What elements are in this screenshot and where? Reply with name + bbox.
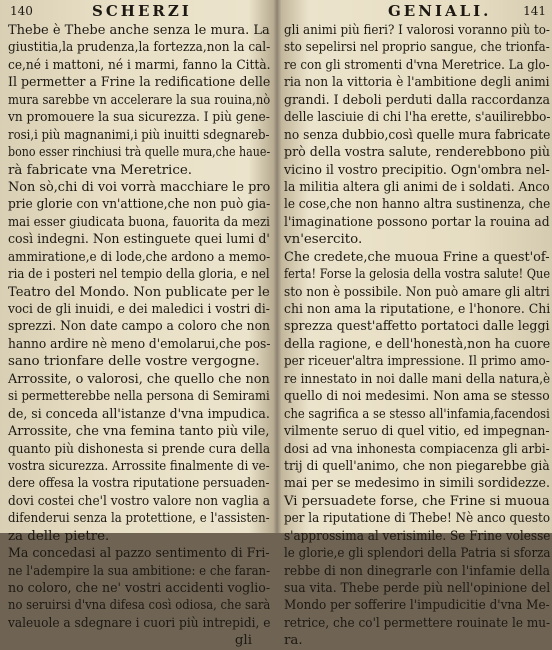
text-line: sprezzi. Non date campo a coloro che non <box>8 319 270 335</box>
text-line: prie glorie con vn'attione,che non può gia- <box>8 197 271 213</box>
text-line: Vi persuadete forse, che Frine si muoua <box>284 493 550 509</box>
text-line: la militia altera gli animi de i soldati. Anco <box>284 179 550 195</box>
text-line: chi non ama la riputatione, e l'honore. Chi <box>284 302 551 317</box>
text-line: vn'esercito. <box>284 232 363 248</box>
text-line: Arrossite, o valorosi, che quello che non <box>8 371 270 387</box>
text-line: rà fabricate vna Meretrice. <box>8 162 193 178</box>
text-line: ra. <box>284 633 303 649</box>
text-line: vicino il vostro precipitio. Ogn'ombra nel- <box>284 162 550 178</box>
text-line: ne l'adempire la sua ambitione: e che faran- <box>8 563 271 579</box>
text-line: sua vita. Thebe perde più nell'opinione del <box>284 581 551 596</box>
text-line: ria non la vittoria è l'ambitione degli animi <box>284 75 550 91</box>
text-line: vilmente seruo di quel vitio, ed impegnan- <box>284 424 550 440</box>
text-line: dere offesa la vostra riputatione persuaden- <box>8 476 270 492</box>
text-line: per la riputatione di Thebe! Nè anco questo <box>284 511 551 527</box>
text-line: prò della vostra salute, renderebbono più <box>284 145 551 161</box>
text-line: de, si conceda all'istanze d'vna impudica. <box>8 406 270 422</box>
text-line: s'approssima al verisimile. Se Frine volesse <box>284 528 551 544</box>
text-line: quello di noi medesimi. Non ama se stesso <box>284 389 550 405</box>
text-line: per riceuer'altra impressione. Il primo amo- <box>284 354 550 370</box>
text-line: Non sò,chi di voi vorrà macchiare le pro <box>8 179 271 195</box>
text-line: trij di quell'animo, che non piegarebbe già <box>284 458 550 474</box>
text-line: Che credete,che muoua Frine a quest'of- <box>284 249 550 265</box>
text-line: vn promouere la sua sicurezza. I più gene- <box>8 110 270 126</box>
text-line: gli animi più fieri? I valorosi voranno più to- <box>284 23 550 38</box>
text-line: dosi ad vna inhonesta compiacenza gli arbi- <box>284 441 550 457</box>
right-page-text <box>284 22 550 650</box>
text-line: sano trionfare delle vostre vergogne. <box>8 354 260 370</box>
text-line: valeuole a sdegnare i cuori più intrepidi, e <box>8 615 271 631</box>
text-line: così indegni. Non estinguete quei lumi d' <box>8 232 270 248</box>
left-running-title: SCHERZI <box>92 2 192 20</box>
text-line: retrice, che co'l permettere rouinate le mu- <box>284 615 551 631</box>
text-line: rebbe di non dinegrarle con l'infamie della <box>284 563 550 579</box>
text-line: Arrossite, che vna femina tanto più vile, <box>8 424 270 440</box>
text-line: no seruirsi d'vna difesa così odiosa, che sarà <box>8 598 271 614</box>
text-line: gli <box>234 633 252 649</box>
text-line: re con gli stromenti d'vna Meretrice. La glo- <box>284 57 550 73</box>
text-line: mai per se medesimo in simili sordidezze. <box>284 476 550 492</box>
text-line: Mondo per sofferire l'impudicitie d'vna Me- <box>284 598 550 614</box>
text-line: delle lasciuie di chi l'ha erette, s'auilirebbo- <box>284 110 551 126</box>
text-line: sto sepelirsi nel proprio sangue, che trionfa- <box>284 40 550 56</box>
text-line: Ma concedasi al pazzo sentimento di Fri- <box>8 546 270 562</box>
text-line: ammiratione,e di lode,che ardono a memo- <box>8 249 271 265</box>
text-line: Teatro del Mondo. Non publicate per le <box>8 284 270 300</box>
text-line: vostra sicurezza. Arrossite finalmente di ve- <box>8 458 270 474</box>
left-page-text <box>8 22 270 650</box>
text-line: le glorie,e gli splendori della Patria si sforza <box>284 546 551 562</box>
text-line: ria de i posteri nel tempio della gloria, e nel <box>8 267 270 283</box>
text-line: Thebe è Thebe anche senza le mura. La <box>8 23 270 38</box>
right-page-number: 141 <box>523 4 546 18</box>
text-line: ferta! Forse la gelosia della vostra salute! Que <box>284 267 551 283</box>
text-line: le cose,che non hanno altra sustinenza, che <box>284 197 551 213</box>
text-line: quanto più dishonesta si prende cura della <box>8 441 271 457</box>
text-line: difenderui senza la protettione, e l'assisten- <box>8 511 270 527</box>
text-line: l'imaginatione possono portar la rouina ad <box>284 214 550 230</box>
text-line: grandi. I deboli perduti dalla raccordanza <box>284 92 551 108</box>
text-line: che sagrifica a se stesso all'infamia,facendosi <box>284 406 550 422</box>
text-line: hanno ardire nè meno d'emolarui,che pos- <box>8 336 271 352</box>
text-line: Il permetter a Frine la redificatione delle <box>8 75 271 91</box>
text-line: sprezza quest'affetto portatoci dalle leggi <box>284 319 550 335</box>
left-page-number: 140 <box>10 4 33 18</box>
text-line: voci de gli inuidi, e dei maledici i vostri di- <box>8 302 270 317</box>
left-page <box>0 0 274 649</box>
text-line: della ragione, e dell'honestà,non ha cuore <box>284 336 551 352</box>
text-line: ce,né i mattoni, né i marmi, fanno la Città. <box>8 57 271 73</box>
text-line: no senza dubbio,così quelle mura fabricate <box>284 127 551 143</box>
right-page-header <box>278 2 552 22</box>
text-line: dovi costei che'l vostro valore non vaglia a <box>8 493 270 509</box>
right-page <box>278 0 552 649</box>
text-line: no coloro, che ne' vostri accidenti voglio- <box>8 581 271 596</box>
text-line: rosi,i più magnanimi,i più inuitti sdegnareb- <box>8 127 270 143</box>
text-line: mai esser giudicata buona, fauorita da mezi <box>8 214 270 230</box>
right-running-title: GENIALI. <box>388 2 492 20</box>
text-line: giustitia,la prudenza,la fortezza,non la cal- <box>8 40 271 56</box>
text-line: mura sarebbe vn accelerare la sua rouina,nò <box>8 92 271 108</box>
left-page-header <box>0 2 274 22</box>
text-line: bono esser rinchiusi trà quelle mura,che haue- <box>8 145 271 161</box>
text-line: re innestato in noi dalle mani della natura,è <box>284 371 551 387</box>
text-line: sto non è possibile. Non può amare gli altri <box>284 284 550 300</box>
text-line: si permetterebbe nella persona di Semirami <box>8 389 270 405</box>
text-line: za delle pietre. <box>8 528 110 544</box>
